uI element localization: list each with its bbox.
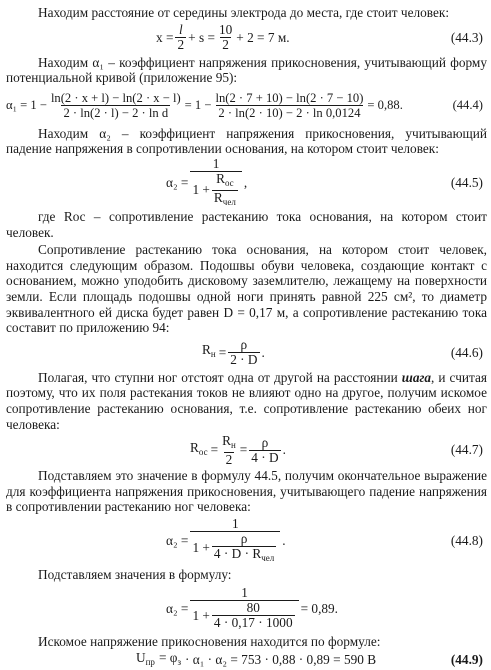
equation-number: (44.8) xyxy=(450,533,483,549)
equation-44-6: $R_н$ = $\frac{\rho}{2 \cdot D}$ . (44.6) xyxy=(202,337,483,368)
equation-44-4: α₁ = 1 − $\frac{\ln(2 \cdot x + l) - \ln(2 \cdot x - l)}{\text{2 · ln(2 · l) − 2 · ln d}}$ = 1 − $\frac{\ln(2 \cdot 7 + 10) - \ln(2 \cdot 7 - 10)}{2 \cdot \ln(2 \cdot 10) - 2 \cdot \ln 0,0124}$ = 0,88. (44.4) xyxy=(6,91,483,121)
equation-number: (44.7) xyxy=(450,442,483,458)
paragraph-substitute: Подставляем это значение в формулу 44.5, получим окончательное выражение для коэффициента напряжения прикосновения, учитывающего падение напряжения в сопротивлении растеканию ног человека: xyxy=(6,468,487,515)
paragraph-step: Полагая, что ступни ног отстоят одна от другой на расстоянии шага, и считая поэтому, что их поля растекания токов не влияют одно на другое, получим искомое сопротивление растеканию основания, т.е. сопротивление растеканию обеих ног человека: xyxy=(6,369,487,432)
paragraph-values: Подставляем значения в формулу: xyxy=(38,566,232,582)
equation-number: (44.6) xyxy=(450,344,483,360)
document-page xyxy=(6,5,487,670)
equation-44-8: α₂ = 1 1 + $\frac{\rho}{4 \cdot D \cdot R_{чел}}$ . (44.8) xyxy=(166,515,483,563)
paragraph-ros-definition: где Rос – сопротивление растеканию тока основания, на котором стоит человек. xyxy=(6,208,487,240)
equation-44-7: $R_{ос}$ = $\frac{R_н}{2}$ = $\frac{\rho}{4 \cdot D}$ . (44.7) xyxy=(190,432,483,467)
equation-number: (44.9) xyxy=(450,652,483,668)
paragraph-resistance: Сопротивление растеканию тока основания, на котором стоит человек, находится следующим образом. Подошвы обуви человека, создающие контакт с основанием, можно уподобить дисковому заземлителю, лежащему на поверхности земли. Если площадь подошвы одной ноги принять равной 225 см², то диаметр эквивалентного ей диска будет равен D = 0,17 м, а сопротивление растеканию тока составит по приложению 94: xyxy=(6,242,487,336)
equation-44-3: x = $\frac{l}{2}$ + s = $\frac{10}{2}$ + 2 = 7 м. (44.3) xyxy=(156,22,483,53)
paragraph-alpha2: Находим α₂ – коэффициент напряжения прикосновения, учитывающий падение напряжения в сопротивлении основания, на котором стоит человек: xyxy=(6,125,487,157)
equation-alpha2-value: α₂ = 1 1 + $\frac{80}{4 \cdot 0,17 \cdot 1000}$ = 0,89. xyxy=(166,585,339,631)
equation-44-9: $U_{пр}$ = $\varphi_з$ · α₁ · α₂ = 753 · 0,88 · 0,89 = 590 В (44.9) xyxy=(136,649,483,668)
equation-44-5: α₂ = 1 1 + $\frac{R_{ос}}{R_{чел}}$ , (44.5) xyxy=(166,155,483,207)
paragraph-touch-voltage: Искомое напряжение прикосновения находится по формуле: xyxy=(38,634,381,650)
paragraph-distance: Находим расстояние от середины электрода до места, где стоит человек: xyxy=(38,5,450,20)
paragraph-alpha1: Находим α₁ – коэффициент напряжения прикосновения, учитывающий форму потенциальной кривой (приложение 95): xyxy=(6,54,487,86)
equation-number: (44.3) xyxy=(450,29,483,45)
equation-number: (44.4) xyxy=(452,97,483,112)
equation-number: (44.5) xyxy=(450,175,483,191)
